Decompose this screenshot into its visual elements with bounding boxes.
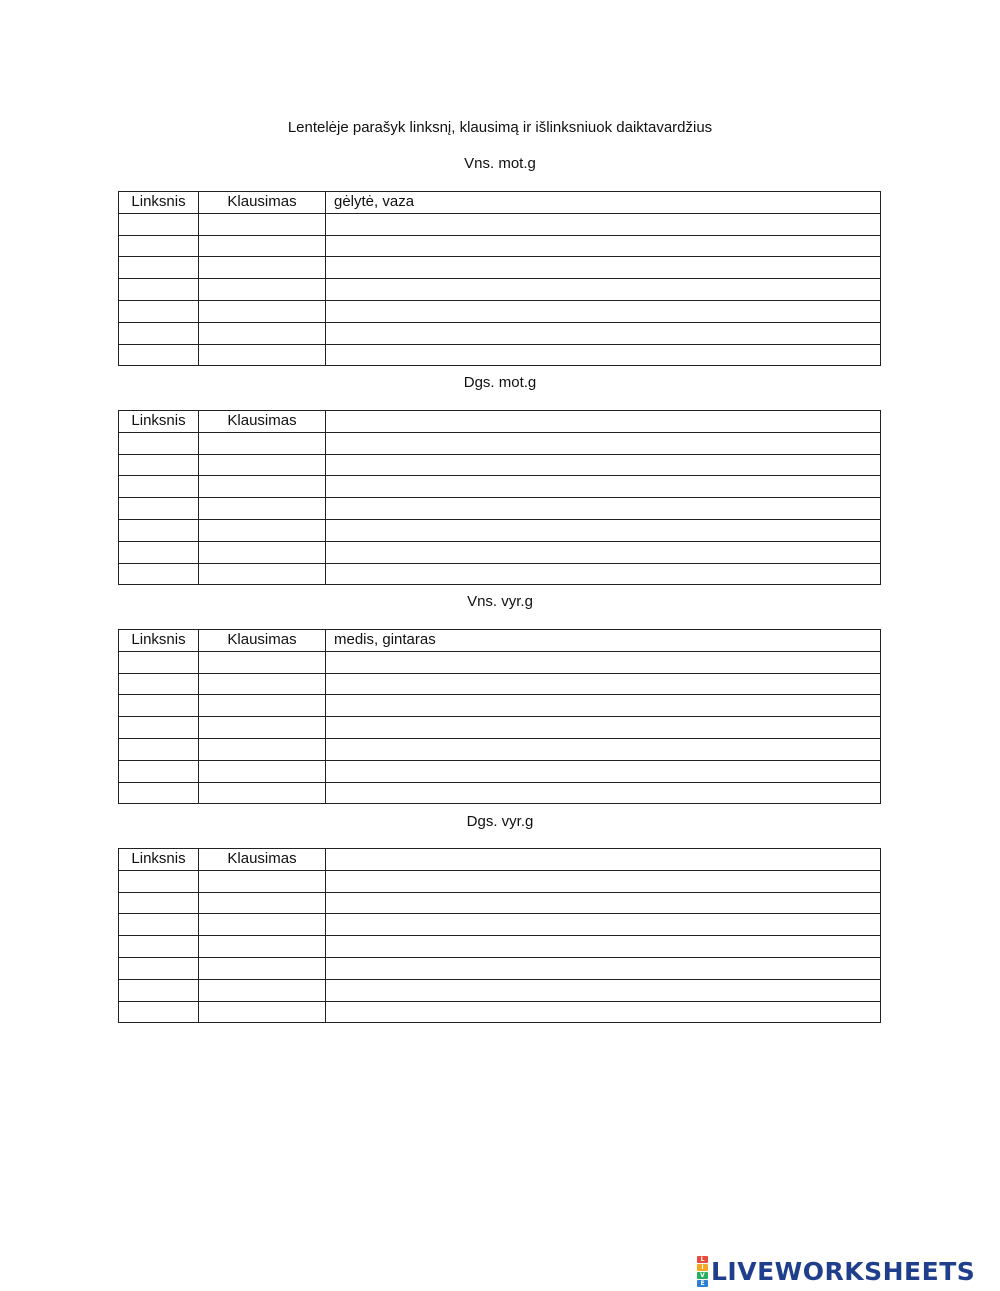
klausimas-input[interactable] (199, 782, 325, 803)
logo-block-e: E (697, 1280, 708, 1287)
klausimas-input[interactable] (199, 279, 325, 300)
answer-cell[interactable] (326, 498, 881, 520)
klausimas-input[interactable] (199, 301, 325, 322)
declension-table (118, 191, 881, 366)
klausimas-input[interactable] (199, 541, 325, 562)
answer-cell[interactable] (326, 235, 881, 257)
table-row (119, 213, 881, 235)
linksnis-input[interactable] (119, 520, 198, 541)
answer-input[interactable] (326, 235, 880, 256)
klausimas-cell[interactable] (199, 279, 326, 301)
answer-cell[interactable] (326, 651, 881, 673)
klausimas-input[interactable] (199, 563, 325, 584)
table-header-row (119, 849, 881, 871)
klausimas-input[interactable] (199, 958, 325, 979)
linksnis-cell[interactable] (119, 498, 199, 520)
klausimas-cell[interactable] (199, 695, 326, 717)
answer-input[interactable] (326, 936, 880, 957)
answer-input[interactable] (326, 739, 880, 760)
klausimas-input[interactable] (199, 235, 325, 256)
answer-cell[interactable] (326, 519, 881, 541)
linksnis-input[interactable] (119, 695, 198, 716)
klausimas-input[interactable] (199, 344, 325, 365)
linksnis-cell[interactable] (119, 541, 199, 563)
klausimas-cell[interactable] (199, 322, 326, 344)
linksnis-input[interactable] (119, 454, 198, 475)
answer-cell[interactable] (326, 322, 881, 344)
header-klausimas: Klausimas (199, 849, 326, 871)
table-row (119, 936, 881, 958)
linksnis-input[interactable] (119, 301, 198, 322)
klausimas-input[interactable] (199, 717, 325, 738)
logo-block-v: V (697, 1272, 708, 1279)
answer-cell[interactable] (326, 279, 881, 301)
klausimas-input[interactable] (199, 454, 325, 475)
klausimas-cell[interactable] (199, 782, 326, 804)
section-title: Dgs. mot.g (463, 374, 537, 391)
klausimas-input[interactable] (199, 322, 325, 343)
linksnis-input[interactable] (119, 760, 198, 781)
answer-input[interactable] (326, 958, 880, 979)
answer-input[interactable] (326, 279, 880, 300)
linksnis-cell[interactable] (119, 279, 199, 301)
table-row (119, 782, 881, 804)
linksnis-input[interactable] (119, 563, 198, 584)
linksnis-cell[interactable] (119, 673, 199, 695)
section-title: Dgs. vyr.g (466, 813, 534, 830)
linksnis-cell[interactable] (119, 257, 199, 279)
table-row (119, 979, 881, 1001)
linksnis-input[interactable] (119, 433, 198, 454)
answer-cell[interactable] (326, 300, 881, 322)
linksnis-input[interactable] (119, 782, 198, 803)
linksnis-cell[interactable] (119, 738, 199, 760)
klausimas-cell[interactable] (199, 673, 326, 695)
table-row (119, 651, 881, 673)
table-row (119, 738, 881, 760)
answer-cell[interactable] (326, 870, 881, 892)
klausimas-input[interactable] (199, 476, 325, 497)
table-row (119, 300, 881, 322)
table-row (119, 498, 881, 520)
klausimas-input[interactable] (199, 257, 325, 278)
answer-input[interactable] (326, 563, 880, 584)
klausimas-input[interactable] (199, 936, 325, 957)
answer-input[interactable] (326, 673, 880, 694)
klausimas-cell[interactable] (199, 892, 326, 914)
linksnis-input[interactable] (119, 871, 198, 892)
linksnis-cell[interactable] (119, 235, 199, 257)
klausimas-cell[interactable] (199, 300, 326, 322)
linksnis-input[interactable] (119, 279, 198, 300)
table-row (119, 454, 881, 476)
answer-input[interactable] (326, 979, 880, 1000)
header-words: gėlytė, vaza (326, 192, 881, 214)
linksnis-input[interactable] (119, 541, 198, 562)
declension-table (118, 629, 881, 804)
table-row (119, 476, 881, 498)
table-row (119, 257, 881, 279)
klausimas-cell[interactable] (199, 717, 326, 739)
linksnis-cell[interactable] (119, 322, 199, 344)
table-row (119, 563, 881, 585)
answer-cell[interactable] (326, 454, 881, 476)
table-header-row (119, 411, 881, 433)
linksnis-input[interactable] (119, 498, 198, 519)
answer-cell[interactable] (326, 914, 881, 936)
header-words (326, 411, 881, 433)
klausimas-cell[interactable] (199, 344, 326, 366)
logo-block-l: L (697, 1256, 708, 1263)
linksnis-cell[interactable] (119, 782, 199, 804)
answer-cell[interactable] (326, 476, 881, 498)
header-klausimas: Klausimas (199, 630, 326, 652)
table-row (119, 673, 881, 695)
logo-block-i: I (697, 1264, 708, 1271)
klausimas-input[interactable] (199, 520, 325, 541)
declension-table (118, 848, 881, 1023)
klausimas-input[interactable] (199, 739, 325, 760)
klausimas-input[interactable] (199, 214, 325, 235)
answer-cell[interactable] (326, 432, 881, 454)
linksnis-cell[interactable] (119, 979, 199, 1001)
klausimas-cell[interactable] (199, 936, 326, 958)
linksnis-cell[interactable] (119, 914, 199, 936)
answer-cell[interactable] (326, 695, 881, 717)
answer-input[interactable] (326, 214, 880, 235)
klausimas-cell[interactable] (199, 519, 326, 541)
answer-input[interactable] (326, 433, 880, 454)
answer-cell[interactable] (326, 738, 881, 760)
table-row (119, 541, 881, 563)
answer-input[interactable] (326, 760, 880, 781)
klausimas-input[interactable] (199, 652, 325, 673)
answer-input[interactable] (326, 871, 880, 892)
page-title: Lentelėje parašyk linksnį, klausimą ir išlinksniuok daiktavardžius (287, 119, 713, 136)
header-linksnis: Linksnis (119, 411, 199, 433)
klausimas-input[interactable] (199, 673, 325, 694)
linksnis-input[interactable] (119, 979, 198, 1000)
linksnis-input[interactable] (119, 652, 198, 673)
klausimas-input[interactable] (199, 979, 325, 1000)
answer-input[interactable] (326, 257, 880, 278)
klausimas-input[interactable] (199, 1001, 325, 1022)
klausimas-cell[interactable] (199, 541, 326, 563)
answer-cell[interactable] (326, 213, 881, 235)
klausimas-cell[interactable] (199, 760, 326, 782)
answer-cell[interactable] (326, 344, 881, 366)
table-row (119, 957, 881, 979)
linksnis-cell[interactable] (119, 892, 199, 914)
answer-input[interactable] (326, 301, 880, 322)
answer-input[interactable] (326, 652, 880, 673)
klausimas-input[interactable] (199, 892, 325, 913)
klausimas-cell[interactable] (199, 235, 326, 257)
klausimas-input[interactable] (199, 871, 325, 892)
answer-cell[interactable] (326, 936, 881, 958)
logo-text: LIVEWORKSHEETS (711, 1256, 976, 1286)
table-row (119, 892, 881, 914)
answer-input[interactable] (326, 1001, 880, 1022)
answer-input[interactable] (326, 782, 880, 803)
header-klausimas: Klausimas (199, 411, 326, 433)
linksnis-cell[interactable] (119, 563, 199, 585)
table-row (119, 717, 881, 739)
table-row (119, 322, 881, 344)
klausimas-input[interactable] (199, 914, 325, 935)
klausimas-cell[interactable] (199, 476, 326, 498)
answer-input[interactable] (326, 454, 880, 475)
linksnis-input[interactable] (119, 257, 198, 278)
klausimas-cell[interactable] (199, 563, 326, 585)
answer-cell[interactable] (326, 257, 881, 279)
linksnis-input[interactable] (119, 214, 198, 235)
answer-input[interactable] (326, 322, 880, 343)
klausimas-cell[interactable] (199, 1001, 326, 1023)
linksnis-cell[interactable] (119, 936, 199, 958)
linksnis-cell[interactable] (119, 300, 199, 322)
linksnis-cell[interactable] (119, 454, 199, 476)
klausimas-cell[interactable] (199, 957, 326, 979)
header-words (326, 849, 881, 871)
klausimas-input[interactable] (199, 498, 325, 519)
linksnis-input[interactable] (119, 914, 198, 935)
answer-cell[interactable] (326, 782, 881, 804)
table-row (119, 519, 881, 541)
table-header-row (119, 192, 881, 214)
answer-input[interactable] (326, 520, 880, 541)
answer-cell[interactable] (326, 1001, 881, 1023)
linksnis-cell[interactable] (119, 432, 199, 454)
header-linksnis: Linksnis (119, 192, 199, 214)
linksnis-input[interactable] (119, 717, 198, 738)
answer-input[interactable] (326, 892, 880, 913)
klausimas-cell[interactable] (199, 257, 326, 279)
klausimas-cell[interactable] (199, 738, 326, 760)
klausimas-cell[interactable] (199, 914, 326, 936)
table-row (119, 870, 881, 892)
answer-input[interactable] (326, 695, 880, 716)
klausimas-cell[interactable] (199, 870, 326, 892)
linksnis-cell[interactable] (119, 695, 199, 717)
linksnis-cell[interactable] (119, 476, 199, 498)
table-row (119, 279, 881, 301)
table-row (119, 432, 881, 454)
header-klausimas: Klausimas (199, 192, 326, 214)
linksnis-cell[interactable] (119, 870, 199, 892)
linksnis-input[interactable] (119, 958, 198, 979)
table-row (119, 760, 881, 782)
table-row (119, 235, 881, 257)
klausimas-cell[interactable] (199, 432, 326, 454)
answer-input[interactable] (326, 498, 880, 519)
table-header-row (119, 630, 881, 652)
linksnis-cell[interactable] (119, 1001, 199, 1023)
answer-input[interactable] (326, 717, 880, 738)
header-words: medis, gintaras (326, 630, 881, 652)
linksnis-input[interactable] (119, 235, 198, 256)
answer-input[interactable] (326, 914, 880, 935)
klausimas-input[interactable] (199, 760, 325, 781)
answer-cell[interactable] (326, 892, 881, 914)
linksnis-cell[interactable] (119, 957, 199, 979)
linksnis-cell[interactable] (119, 760, 199, 782)
linksnis-input[interactable] (119, 322, 198, 343)
klausimas-input[interactable] (199, 433, 325, 454)
klausimas-input[interactable] (199, 695, 325, 716)
answer-cell[interactable] (326, 979, 881, 1001)
logo-blocks-icon (697, 1256, 708, 1287)
declension-table (118, 410, 881, 585)
answer-cell[interactable] (326, 673, 881, 695)
table-row (119, 695, 881, 717)
answer-input[interactable] (326, 344, 880, 365)
answer-input[interactable] (326, 476, 880, 497)
linksnis-cell[interactable] (119, 519, 199, 541)
answer-input[interactable] (326, 541, 880, 562)
linksnis-input[interactable] (119, 673, 198, 694)
table-row (119, 344, 881, 366)
answer-cell[interactable] (326, 957, 881, 979)
table-row (119, 1001, 881, 1023)
klausimas-cell[interactable] (199, 454, 326, 476)
header-linksnis: Linksnis (119, 630, 199, 652)
linksnis-input[interactable] (119, 344, 198, 365)
linksnis-cell[interactable] (119, 344, 199, 366)
section-title: Vns. vyr.g (467, 593, 533, 610)
answer-cell[interactable] (326, 717, 881, 739)
linksnis-input[interactable] (119, 739, 198, 760)
klausimas-cell[interactable] (199, 979, 326, 1001)
answer-cell[interactable] (326, 563, 881, 585)
answer-cell[interactable] (326, 760, 881, 782)
header-linksnis: Linksnis (119, 849, 199, 871)
linksnis-input[interactable] (119, 936, 198, 957)
klausimas-cell[interactable] (199, 651, 326, 673)
klausimas-cell[interactable] (199, 213, 326, 235)
linksnis-cell[interactable] (119, 717, 199, 739)
linksnis-cell[interactable] (119, 213, 199, 235)
linksnis-cell[interactable] (119, 651, 199, 673)
linksnis-input[interactable] (119, 476, 198, 497)
linksnis-input[interactable] (119, 1001, 198, 1022)
answer-cell[interactable] (326, 541, 881, 563)
liveworksheets-logo (697, 1254, 975, 1288)
linksnis-input[interactable] (119, 892, 198, 913)
table-row (119, 914, 881, 936)
section-title: Vns. mot.g (464, 155, 536, 172)
klausimas-cell[interactable] (199, 498, 326, 520)
